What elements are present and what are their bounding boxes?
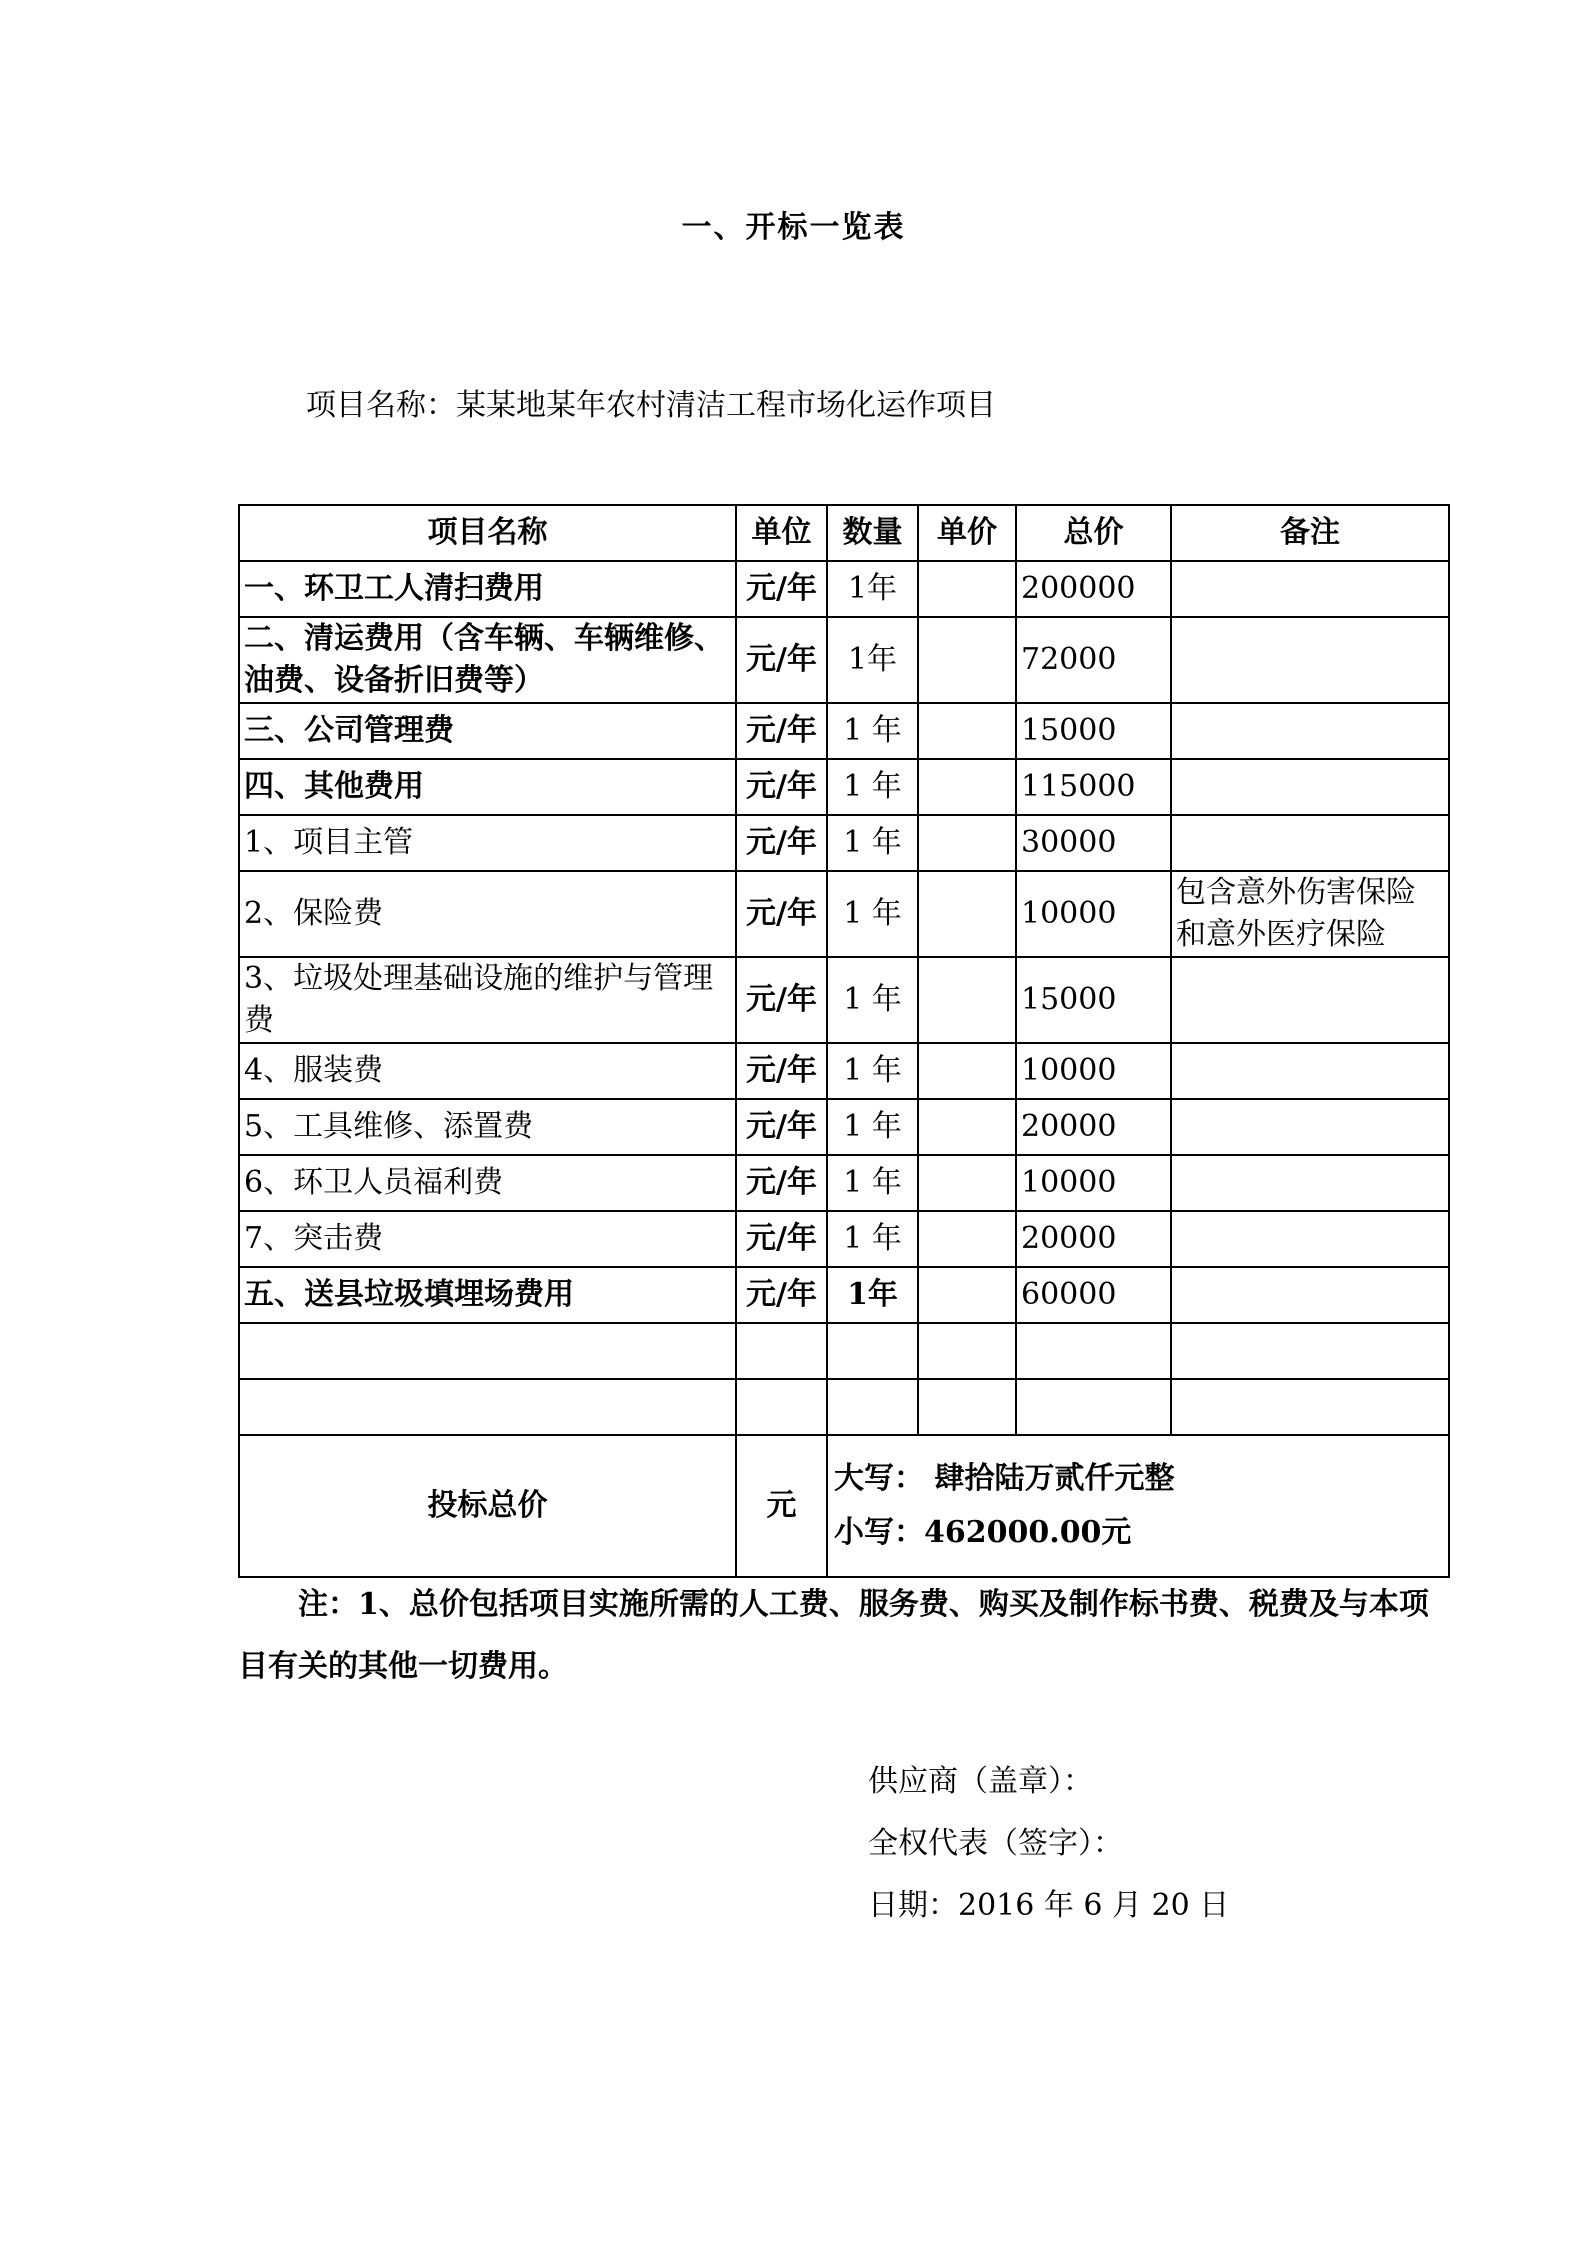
item-name: 3、垃圾处理基础设施的维护与管理费 (239, 957, 736, 1043)
item-unit-price (918, 1211, 1016, 1267)
item-remark (1171, 617, 1449, 703)
item-unit-price (918, 561, 1016, 617)
item-name: 一、环卫工人清扫费用 (239, 561, 736, 617)
item-total: 30000 (1016, 815, 1171, 871)
table-row (239, 561, 1449, 617)
item-name: 5、工具维修、添置费 (239, 1099, 736, 1155)
item-quantity: 1 年 (827, 1043, 918, 1099)
project-name-line: 项目名称：某某地某年农村清洁工程市场化运作项目 (306, 388, 996, 423)
table-row (239, 871, 1449, 957)
item-unit-price (918, 1043, 1016, 1099)
item-total: 15000 (1016, 957, 1171, 1043)
item-name: 五、送县垃圾填埋场费用 (239, 1267, 736, 1323)
item-name: 4、服装费 (239, 1043, 736, 1099)
item-unit: 元/年 (736, 957, 827, 1043)
table-row (239, 617, 1449, 703)
item-remark (1171, 1099, 1449, 1155)
header-item-name: 项目名称 (239, 505, 736, 561)
item-name: 三、公司管理费 (239, 703, 736, 759)
table-row (239, 759, 1449, 815)
table-row (239, 1043, 1449, 1099)
table-row (239, 1267, 1449, 1323)
item-name: 6、环卫人员福利费 (239, 1155, 736, 1211)
item-unit-price (918, 1155, 1016, 1211)
item-name: 7、突击费 (239, 1211, 736, 1267)
item-unit-price (918, 1099, 1016, 1155)
header-unit-price: 单价 (918, 505, 1016, 561)
item-remark (1171, 1155, 1449, 1211)
amount-in-figures: 小写：462000.00元 (834, 1515, 1132, 1550)
item-remark (1171, 1267, 1449, 1323)
item-unit: 元/年 (736, 815, 827, 871)
footnote: 注：1、总价包括项目实施所需的人工费、服务费、购买及制作标书费、税费及与本项目有关的其他一切费用。 (238, 1587, 1429, 1684)
bid-total-label: 投标总价 (239, 1435, 736, 1577)
item-total: 200000 (1016, 561, 1171, 617)
item-remark (1171, 561, 1449, 617)
item-remark (1171, 703, 1449, 759)
item-unit: 元/年 (736, 1043, 827, 1099)
table-row (239, 815, 1449, 871)
item-quantity: 1 年 (827, 1211, 918, 1267)
bid-total-unit: 元 (736, 1435, 827, 1577)
item-name: 2、保险费 (239, 871, 736, 957)
item-quantity: 1 年 (827, 815, 918, 871)
item-quantity: 1 年 (827, 703, 918, 759)
document-title: 一、开标一览表 (681, 210, 906, 245)
amount-in-words: 大写： 肆拾陆万贰仟元整 (834, 1461, 1175, 1496)
item-name: 二、清运费用（含车辆、车辆维修、油费、设备折旧费等） (239, 617, 736, 703)
bid-total-amount (827, 1435, 1449, 1577)
bid-total-row (239, 1435, 1449, 1577)
table-row (239, 1155, 1449, 1211)
item-quantity: 1年 (827, 617, 918, 703)
date-line: 日期：2016 年 6 月 20 日 (868, 1888, 1230, 1923)
item-unit-price (918, 871, 1016, 957)
item-remark (1171, 759, 1449, 815)
item-unit-price (918, 703, 1016, 759)
table-row (239, 1211, 1449, 1267)
table-row (239, 1099, 1449, 1155)
item-total: 10000 (1016, 1155, 1171, 1211)
item-unit-price (918, 1267, 1016, 1323)
item-total: 20000 (1016, 1099, 1171, 1155)
item-quantity: 1 年 (827, 871, 918, 957)
item-unit: 元/年 (736, 703, 827, 759)
header-total-price: 总价 (1016, 505, 1171, 561)
item-total: 115000 (1016, 759, 1171, 815)
item-total: 10000 (1016, 871, 1171, 957)
header-quantity: 数量 (827, 505, 918, 561)
item-unit-price (918, 759, 1016, 815)
table-header-row (239, 505, 1449, 561)
item-unit: 元/年 (736, 1211, 827, 1267)
item-total: 10000 (1016, 1043, 1171, 1099)
item-unit-price (918, 815, 1016, 871)
item-unit: 元/年 (736, 871, 827, 957)
item-unit-price (918, 617, 1016, 703)
item-quantity: 1 年 (827, 1155, 918, 1211)
item-quantity: 1年 (827, 1267, 918, 1323)
bid-summary-table (238, 504, 1450, 1578)
item-total: 15000 (1016, 703, 1171, 759)
item-quantity: 1 年 (827, 957, 918, 1043)
item-total: 60000 (1016, 1267, 1171, 1323)
item-quantity: 1 年 (827, 759, 918, 815)
empty-row (239, 1323, 1449, 1379)
header-unit: 单位 (736, 505, 827, 561)
table-row (239, 957, 1449, 1043)
item-remark (1171, 957, 1449, 1043)
item-unit: 元/年 (736, 561, 827, 617)
table-row (239, 703, 1449, 759)
item-remark: 包含意外伤害保险和意外医疗保险 (1171, 871, 1449, 957)
item-unit: 元/年 (736, 1155, 827, 1211)
item-quantity: 1 年 (827, 1099, 918, 1155)
item-name: 1、项目主管 (239, 815, 736, 871)
item-total: 20000 (1016, 1211, 1171, 1267)
item-total: 72000 (1016, 617, 1171, 703)
item-unit: 元/年 (736, 1099, 827, 1155)
item-remark (1171, 815, 1449, 871)
item-quantity: 1年 (827, 561, 918, 617)
item-remark (1171, 1211, 1449, 1267)
header-remarks: 备注 (1171, 505, 1449, 561)
item-unit: 元/年 (736, 1267, 827, 1323)
supplier-seal-line: 供应商（盖章）： (868, 1764, 1093, 1799)
item-unit: 元/年 (736, 617, 827, 703)
empty-row (239, 1379, 1449, 1435)
item-remark (1171, 1043, 1449, 1099)
item-name: 四、其他费用 (239, 759, 736, 815)
item-unit-price (918, 957, 1016, 1043)
item-unit: 元/年 (736, 759, 827, 815)
representative-signature-line: 全权代表（签字）： (868, 1826, 1123, 1861)
